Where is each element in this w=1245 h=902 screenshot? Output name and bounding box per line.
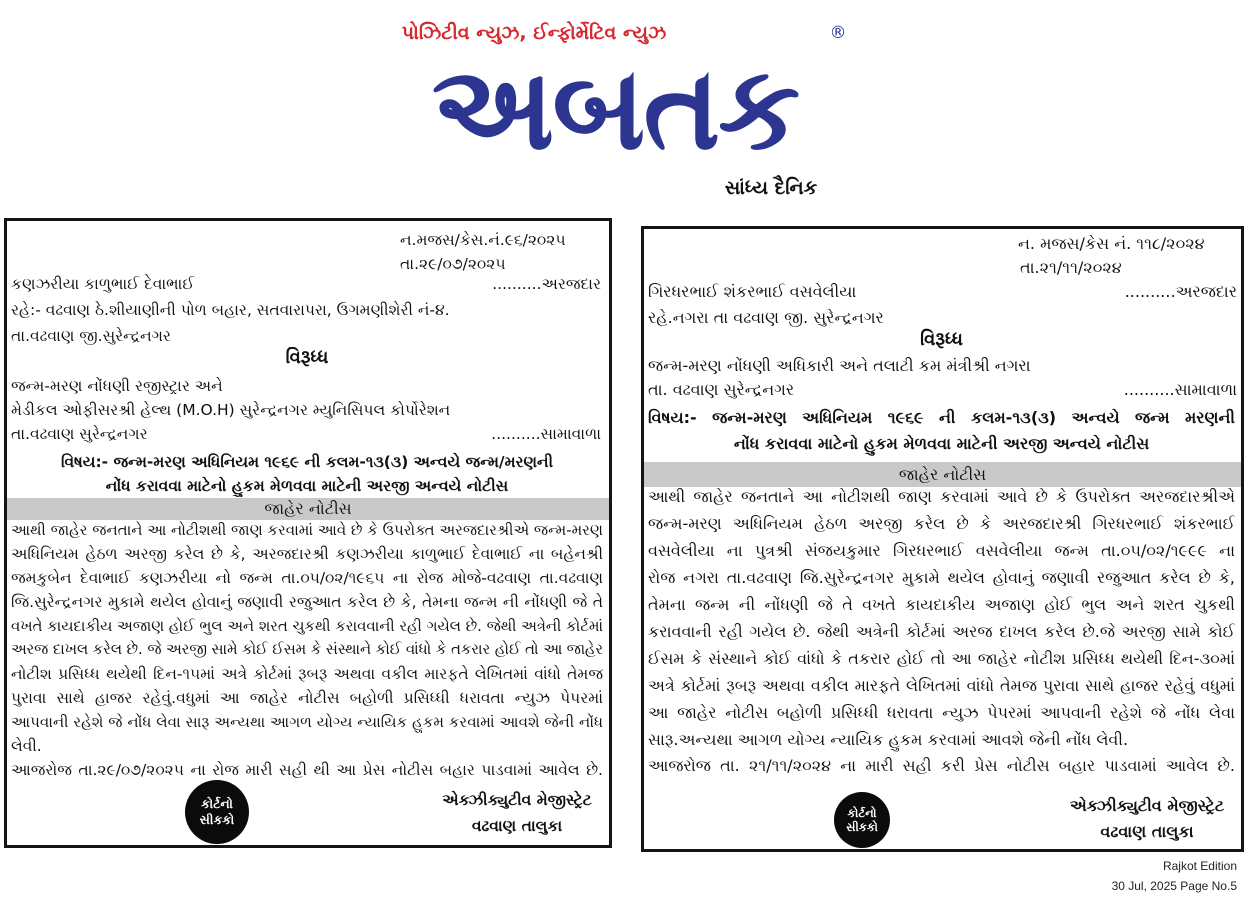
- case-number: ન.મજસ/કેસ.નં.૯૬/૨૦૨૫: [400, 231, 566, 249]
- signature-title: એક્ઝીક્યુટીવ મેજીસ્ટ્રેટ: [442, 791, 592, 809]
- respondent-line: મેડીકલ ઓફીસરશ્રી હેલ્થ (M.O.H) સુરેન્દ્રનગર મ્યુનિસિપલ કોર્પોરેશન: [11, 401, 451, 419]
- applicant-name: ગિરધરભાઈ શંકરભાઈ વસવેલીયા: [648, 282, 857, 301]
- notice-body-line: જમકુબેન દેવાભાઈ કણઝરીયા નો જન્મ તા.૦૫/૦૨/૧૯૬૫ ના રોજ મોજે-વઢવાણ તા.વઢવાણ: [11, 569, 603, 587]
- masthead-tagline: પોઝિટીવ ન્યુઝ, ઈન્ફોર્મેટિવ ન્યુઝ: [401, 22, 667, 44]
- notice-body-line: અધિનિયમ હેઠળ અરજી કરેલ છે કે, અરજદારશ્રી કણઝરીયા કાળુભાઈ દેવાભાઈ ના બહેનશ્રી: [11, 545, 603, 563]
- notice-body-line: રોજ નગરા તા.વઢવાણ જિ.સુરેન્દ્રનગર મુકામે થયેલ હોવાનું જણાવી રજુઆત કરેલ છે કે,: [648, 568, 1235, 587]
- respondent-line: તા.વઢવાણ સુરેન્દ્રનગર: [11, 425, 148, 443]
- notice-body-line: આ જાહેર નોટીસ બહોળી પ્રસિધ્ધી ધરાવતા ન્યુઝ પેપરમાં આપવાની રહેશે જે નોંધ લેવા: [648, 703, 1235, 722]
- notice-body-line: અત્રે કોર્ટમાં રૂબરૂ અથવા વકીલ મારફતે લેખિતમાં વાંધો તેમજ પુરાવા સાથે હાજર રહેવું વધુમાં: [648, 676, 1235, 695]
- court-seal: [185, 780, 249, 844]
- subject-line: વિષય:- જન્મ-મરણ અધિનિયમ ૧૯૬૯ ની કલમ-૧૩(૩) અન્વયે જન્મ/મરણની: [60, 453, 554, 471]
- closing-line: આજરોજ તા.૨૯/૦૭/૨૦૨૫ ના રોજ મારી સહી થી આ પ્રેસ નોટીસ બહાર પાડવામાં આવેલ છે.: [11, 761, 603, 779]
- notice-body-line: આપવાની રહેશે જે નોંધ લેવા સારૂ અન્યથા આગળ યોગ્ય ન્યાયિક હુકમ કરવામાં આવશે જેની નોંધ: [11, 713, 603, 731]
- notice-card-right: [641, 226, 1244, 852]
- closing-line: આજરોજ તા. ૨૧/૧૧/૨૦૨૪ ના મારી સહી કરી પ્રેસ નોટીસ બહાર પાડવામાં આવેલ છે.: [648, 756, 1235, 775]
- notice-date: તા.૨૯/૦૭/૨૦૨૫: [400, 255, 506, 273]
- notice-body-line: સારૂ.અન્યથા આગળ યોગ્ય ન્યાયિક હુકમ કરવામાં આવશે જેની નોંધ લેવી.: [648, 730, 1129, 749]
- respondent-role: ..........સામાવાળા: [1123, 380, 1237, 399]
- versus-heading: વિરૂધ્ધ: [920, 329, 963, 350]
- notice-body-line: અરજ દાખલ કરેલ છે. જે અરજી સામે કોઈ ઈસમ કે સંસ્થાને કોઈ વાંધો કે તકરાર હોઈ તો આ જાહેર: [11, 641, 603, 658]
- applicant-role: ..........અરજદાર: [492, 275, 601, 293]
- respondent-line: જન્મ-મરણ નોંધણી રજીસ્ટ્રાર અને: [11, 377, 223, 395]
- applicant-address-line: રહે:- વઢવાણ ઠે.શીયાણીની પોળ બહાર, સતવારાપરા, ઉગમણીશેરી નં-૪.: [11, 301, 450, 319]
- masthead-subtitle: સાંધ્ય દૈનિક: [724, 177, 818, 199]
- notice-body-line: તેમના જન્મ ની નોંધણી જે તે વખતે કાયદાકીય અજાણ હોઈ ભુલ અને શરત ચુકથી: [648, 595, 1235, 614]
- notice-body-line: ઈસમ કે સંસ્થાને કોઈ વાંધો કે તકરાર હોઈ તો આ જાહેર નોટીશ પ્રસિધ્ધ થયેથી દિન-૩૦માં: [648, 649, 1235, 668]
- notice-body-line: કરાવવાની રહી ગયેલ છે. જેથી અત્રેની કોર્ટમાં અરજ દાખલ કરેલ છે.જે અરજી સામે કોઈ: [648, 622, 1235, 641]
- notice-body-line: આથી જાહેર જનતાને આ નોટીશથી જાણ કરવામાં આવે છે કે ઉપરોક્ત અરજદારશ્રીએ: [648, 487, 1235, 506]
- applicant-role: ..........અરજદાર: [1124, 282, 1237, 301]
- seal-text-line: સીકકો: [199, 812, 235, 827]
- seal-text-line: કોર્ટનો: [847, 805, 877, 820]
- seal-text-line: કોર્ટનો: [201, 796, 233, 812]
- signature-jurisdiction: વઢવાણ તાલુકા: [1100, 822, 1194, 841]
- signature-jurisdiction: વઢવાણ તાલુકા: [471, 817, 563, 835]
- notice-body-line: લેવી.: [11, 737, 42, 755]
- public-notice-heading: જાહેર નોટીસ: [7, 498, 609, 520]
- seal-text-line: સીકકો: [846, 820, 878, 834]
- respondent-line: તા. વઢવાણ સુરેન્દ્રનગર: [648, 380, 795, 399]
- applicant-address-line: રહે.નગરા તા વઢવાણ જી. સુરેન્દ્રનગર: [648, 308, 884, 327]
- notice-body-line: વખતે કાયદાકીય અજાણ હોઈ ભુલ અને શરત ચુકથી કરાવવાની રહી ગયેલ છે. જેથી અત્રેની કોર્ટમાં: [11, 617, 603, 635]
- edition-date-page: 30 Jul, 2025 Page No.5: [1111, 879, 1237, 893]
- notice-body-line: નોટીશ પ્રસિધ્ધ થયેથી દિન-૧૫માં અત્રે કોર્ટમાં રૂબરૂ અથવા વકીલ મારફતે લેખિતમાં વાંધો તેમજ: [11, 665, 603, 683]
- notice-body-line: આથી જાહેર જનતાને આ નોટીશથી જાણ કરવામાં આવે છે કે ઉપરોક્ત અરજદારશ્રીએ જન્મ-મરણ: [11, 521, 603, 539]
- registered-mark-icon: ®: [829, 23, 847, 43]
- respondent-role: ..........સામાવાળા: [491, 425, 601, 443]
- edition-label: Rajkot Edition: [1162, 859, 1237, 873]
- case-number: ન. મજસ/કેસ નં. ૧૧૮/૨૦૨૪: [1018, 234, 1205, 253]
- subject-line: નોંધ કરાવવા માટેનો હુકમ મેળવવા માટેની અરજી અન્વયે નોટીસ: [733, 434, 1150, 453]
- notice-date: તા.૨૧/૧૧/૨૦૨૪: [1020, 258, 1122, 277]
- signature-title: એક્ઝીક્યુટીવ મેજીસ્ટ્રેટ: [1069, 796, 1225, 815]
- subject-line: નોંધ કરાવવા માટેનો હુકમ મેળવવા માટેની અરજી અન્વયે નોટીસ: [105, 477, 509, 495]
- subject-line: વિષય:- જન્મ-મરણ અધિનિયમ ૧૯૬૯ ની કલમ-૧૩(૩) અન્વયે જન્મ મરણની: [648, 408, 1235, 427]
- notice-card-left: [4, 218, 612, 848]
- notice-body-line: પુરાવા સાથે હાજર રહેવું.વધુમાં આ જાહેર નોટીસ બહોળી પ્રસિધ્ધી ધરાવતા ન્યુઝ પેપરમાં: [11, 689, 603, 707]
- notice-body-line: જિ.સુરેન્દ્રનગર મુકામે થયેલ હોવાનું જણાવી રજુઆત કરેલ છે કે, તેમના જન્મ ની નોંધણી જે તે: [11, 593, 603, 611]
- notice-body-line: જન્મ-મરણ અધિનિયમ હેઠળ અરજી કરેલ છે કે અરજદારશ્રી ગિરધરભાઈ શંકરભાઈ: [648, 514, 1235, 533]
- applicant-address-line: તા.વઢવાણ જી.સુરેન્દ્રનગર: [11, 327, 171, 345]
- respondent-line: જન્મ-મરણ નોંધણી અધિકારી અને તલાટી કમ મંત્રીશ્રી નગરા: [648, 356, 1031, 375]
- versus-heading: વિરૂધ્ધ: [285, 347, 329, 368]
- public-notice-heading: જાહેર નોટીસ: [644, 462, 1241, 487]
- applicant-name: કણઝરીયા કાળુભાઈ દેવાભાઈ: [11, 275, 195, 293]
- notice-body-line: વસવેલીયા ના પુત્રશ્રી સંજયકુમાર ગિરધરભાઈ વસવેલીયા જન્મ તા.૦૫/૦૨/૧૯૯૯ ના: [648, 541, 1235, 560]
- masthead-logo: અબતક: [431, 44, 799, 174]
- court-seal: [834, 792, 890, 848]
